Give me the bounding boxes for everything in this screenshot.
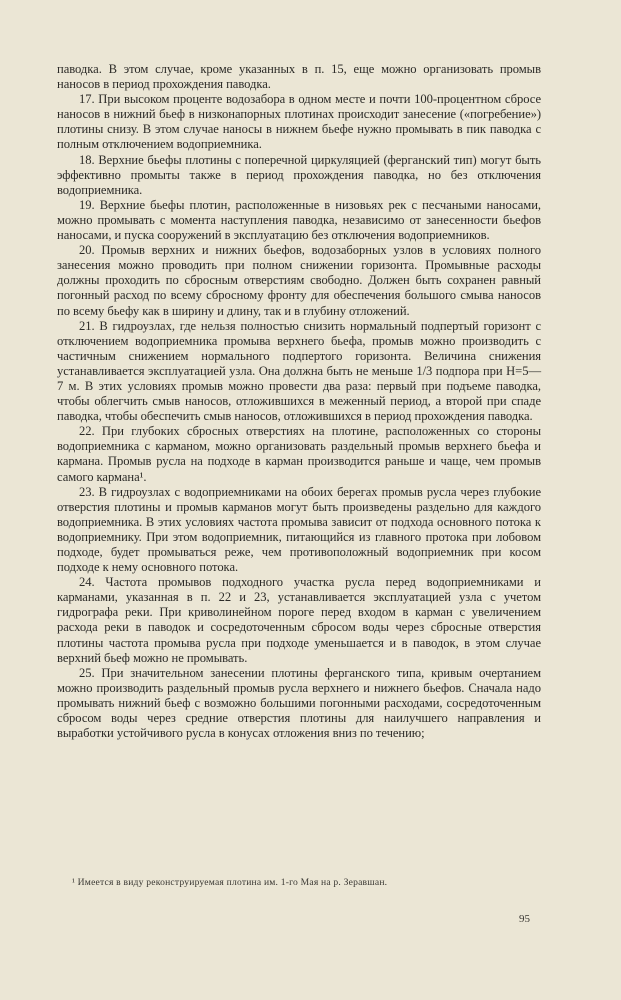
paragraph-21: 21. В гидроузлах, где нельзя полностью снизить нормальный подпертый горизонт с отключением водоприемника промыва верхнего бьефа, промыв можно производить с частичным снижением нормального подпертого горизонта. Величина снижения устанавливается эксплуатацией узла. Она должна быть не меньше 1/3 подпора при H=5—7 м. В этих условиях промыв можно провести два раза: первый при подъеме паводка, чтобы облегчить смыв наносов, отложившихся в меженный период, а второй при спаде паводка, чтобы обеспечить смыв наносов, отложившихся в период прохождения паводка. <box>57 318 541 424</box>
paragraph-20: 20. Промыв верхних и нижних бьефов, водозаборных узлов в условиях полного занесения можно проводить при полном снижении горизонта. Промывные расходы должны проходить по сбросным отверстиям свободно. Должен быть сохранен равный погонный расход по всему сбросному фронту для обеспечения большого смыва наносов по всему бьефу как в ширину и длину, так и в глубину отложений. <box>57 243 541 318</box>
paragraph-25: 25. При значительном занесении плотины ферганского типа, кривым очертанием можно производить раздельный промыв русла верхнего и нижнего бьефов. Сначала надо промывать нижний бьеф с возможно большими погонными расходами, сосредоточенным сбросом воды через средние отверстия плотины для наилучшего направления и выработки устойчивого русла в конусах отложения вниз по течению; <box>57 665 541 741</box>
paragraph-continuation: паводка. В этом случае, кроме указанных в п. 15, еще можно организовать промыв наносов в период прохождения паводка. <box>57 62 541 92</box>
page-number: 95 <box>519 913 530 925</box>
paragraph-17: 17. При высоком проценте водозабора в одном месте и почти 100-процентном сбросе наносов в нижний бьеф в низконапорных плотинах происходит занесение («погребение») плотины снизу. В этом случае наносы в нижнем бьефе нужно промывать в пик паводка с полным отключением водоприемника. <box>57 92 541 152</box>
paragraph-18: 18. Верхние бьефы плотины с поперечной циркуляцией (ферганский тип) могут быть эффективно промыты также в период прохождения паводка, но без отключения водоприемника. <box>57 152 541 197</box>
paragraph-22: 22. При глубоких сбросных отверстиях на плотине, расположенных со стороны водоприемника с карманом, можно организовать раздельный промыв верхнего бьефа и кармана. Промыв русла на подходе в карман производится раньше и чаще, чем промыв самого кармана¹. <box>57 424 541 484</box>
page-body <box>57 62 541 741</box>
footnote: ¹ Имеется в виду реконструируемая плотина им. 1-го Мая на р. Зеравшан. <box>72 877 388 888</box>
paragraph-24: 24. Частота промывов подходного участка русла перед водоприемниками и карманами, указанная в п. 22 и 23, устанавливается эксплуатацией узла с учетом гидрографа реки. При криволинейном пороге перед входом в карман с увеличением расхода реки в паводок и сосредоточенным сбросом воды через сбросные отверстия плотины частота промыва русла при подходе уменьшается и в паводок, в этом случае верхний бьеф можно не промывать. <box>57 575 541 665</box>
paragraph-23: 23. В гидроузлах с водоприемниками на обоих берегах промыв русла через глубокие отверстия плотины и промыв карманов могут быть произведены раздельно для каждого водоприемника. В этих условиях частота промыва зависит от подхода основного потока к водоприемнику. При этом водоприемник, питающийся из главного протока при лобовом подходе, будет промываться реже, чем противоположный водоприемник при косом подходе к нему основного потока. <box>57 484 541 575</box>
paragraph-19: 19. Верхние бьефы плотин, расположенные в низовьях рек с песчаными наносами, можно промывать с момента наступления паводка, независимо от занесенности бьефов наносами, и пуска сооружений в эксплуатацию без отключения водоприемников. <box>57 197 541 243</box>
